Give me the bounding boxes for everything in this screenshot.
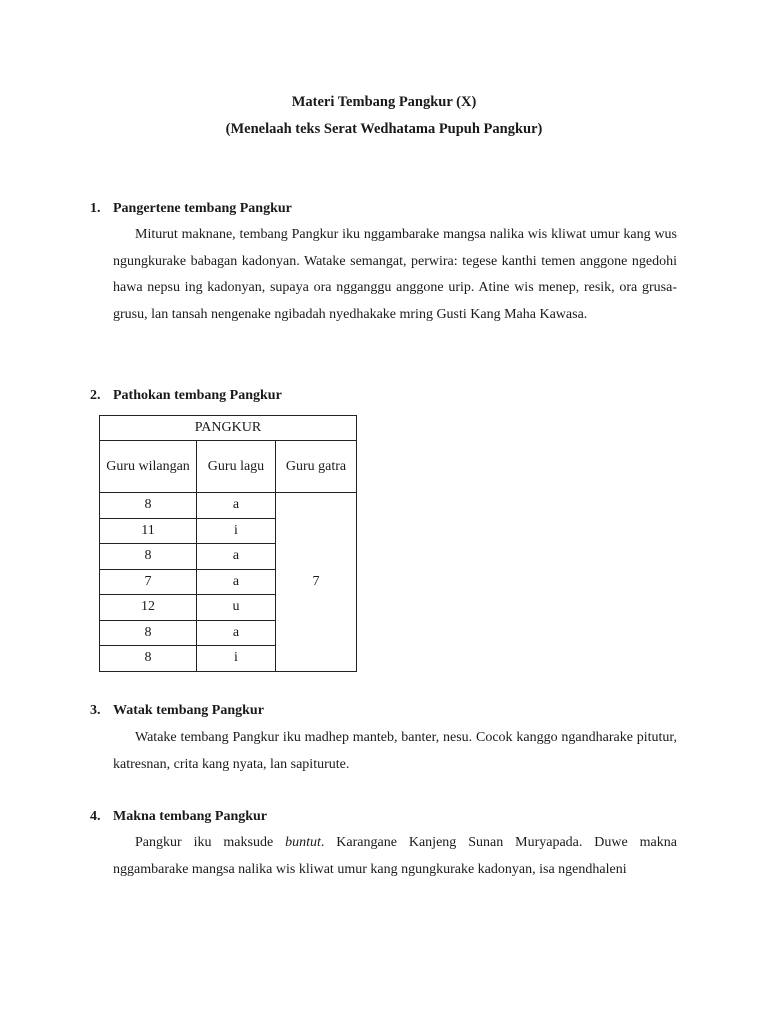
guru-wilangan-cell: 12 — [100, 595, 197, 621]
document-subtitle: (Menelaah teks Serat Wedhatama Pupuh Pangkur) — [225, 121, 543, 137]
guru-wilangan-cell: 7 — [100, 569, 197, 595]
italic-term: buntut — [285, 835, 321, 850]
paragraph-text — [113, 830, 677, 883]
section-heading-3 — [90, 703, 264, 719]
section-heading-2 — [90, 388, 282, 404]
section-title: Pangertene tembang Pangkur — [113, 201, 292, 216]
document-title: Materi Tembang Pangkur (X) — [291, 94, 477, 110]
paragraph-text: Miturut maknane, tembang Pangkur iku nggambarake mangsa nalika wis kliwat umur kang wus ngungkurake babagan kadonyan. Watake semangat, perwira: tegese kanthi temen anggone ngedohi hawa nepsu ing kadonyan, supaya ora ngganggu anggone urip. Atine wis menep, resik, ora grusa-grusu, lan tansah nengenake ngibadah nyedhakake mring Gusti Kang Maha Kawasa. — [113, 227, 677, 322]
section-title: Watak tembang Pangkur — [113, 703, 264, 718]
guru-lagu-cell: a — [197, 544, 276, 570]
section-number: 2. — [90, 388, 101, 403]
guru-lagu-cell: a — [197, 569, 276, 595]
section-paragraph-3 — [113, 725, 677, 778]
paragraph-text-part: . Karangane Kanjeng Sunan Muryapada. Duwe makna nggambarake mangsa nalika wis kliwat umur kang ngungkurake kadonyan, isa ngendhaleni — [113, 835, 677, 877]
guru-lagu-cell: a — [197, 620, 276, 646]
guru-wilangan-cell: 8 — [100, 544, 197, 570]
guru-wilangan-cell: 8 — [100, 620, 197, 646]
guru-lagu-cell: i — [197, 646, 276, 672]
section-title: Pathokan tembang Pangkur — [113, 388, 282, 403]
column-header-guru-gatra: Guru gatra — [276, 441, 357, 493]
pathokan-table — [99, 415, 357, 672]
section-number: 4. — [90, 809, 101, 824]
guru-lagu-cell: a — [197, 493, 276, 519]
guru-lagu-cell: u — [197, 595, 276, 621]
guru-wilangan-cell: 8 — [100, 646, 197, 672]
column-header-guru-wilangan: Guru wilangan — [100, 441, 197, 493]
section-paragraph-1 — [113, 222, 677, 328]
section-heading-4 — [90, 809, 267, 825]
guru-wilangan-cell: 11 — [100, 518, 197, 544]
section-heading-1 — [90, 201, 292, 217]
section-paragraph-4 — [113, 830, 677, 883]
section-number: 1. — [90, 201, 101, 216]
guru-gatra-cell: 7 — [276, 493, 357, 672]
guru-lagu-cell: i — [197, 518, 276, 544]
paragraph-text: Watake tembang Pangkur iku madhep manteb, banter, nesu. Cocok kanggo ngandharake pitutur, katresnan, crita kang nyata, lan sapiturute. — [113, 730, 677, 772]
section-number: 3. — [90, 703, 101, 718]
table-caption: PANGKUR — [100, 416, 357, 441]
paragraph-text-part: Pangkur iku maksude — [135, 835, 286, 850]
section-title: Makna tembang Pangkur — [113, 809, 268, 824]
guru-wilangan-cell: 8 — [100, 493, 197, 519]
column-header-guru-lagu: Guru lagu — [197, 441, 276, 493]
